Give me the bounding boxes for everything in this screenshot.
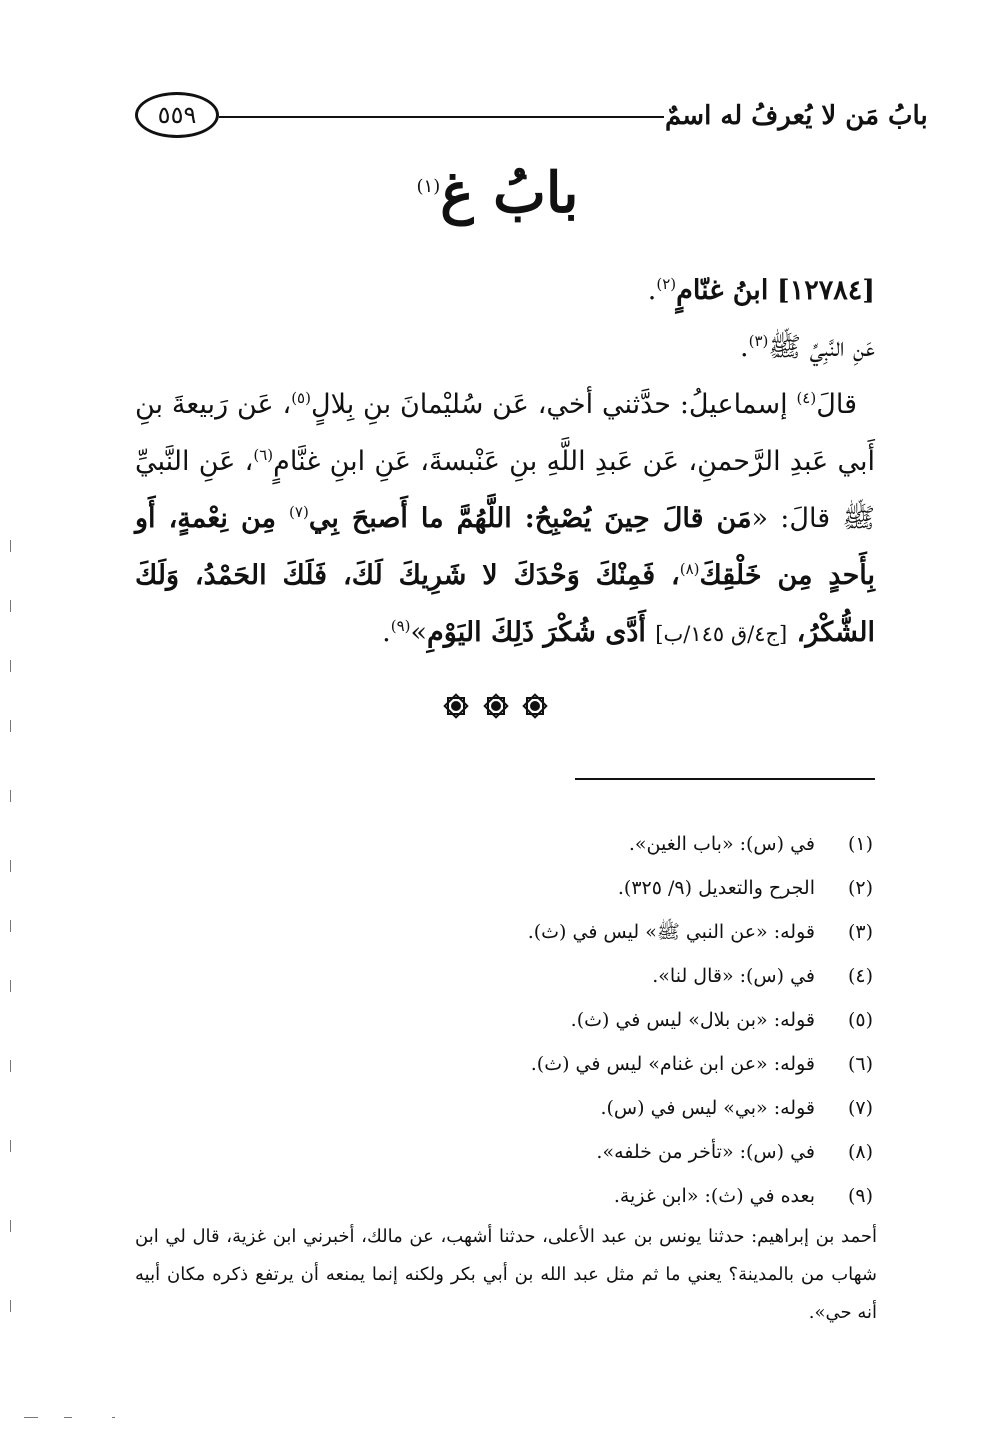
margin-mark [10, 790, 11, 802]
footnote-text: في (س): «باب الغين». [628, 833, 815, 855]
text-isnad-3: ، عَنِ النَّبيِّ ﷺ قالَ: « [135, 446, 875, 534]
footnote-number: (٧) [847, 1097, 873, 1119]
footnote-ref-5: (٥) [291, 389, 311, 407]
hadith-paragraph [135, 376, 875, 663]
running-title: بابُ مَن لا يُعرفُ له اسمٌ [665, 101, 928, 131]
hadith-quote-2: مِن نِعْمةٍ، أَو بِأَحدٍ مِن خَلْقِكَ [135, 503, 875, 591]
margin-mark [10, 1220, 11, 1232]
footnote-ref-3: (٣) [748, 332, 769, 350]
footnote-number: (٣) [847, 921, 873, 943]
ornament-flower-icon [442, 692, 470, 720]
text-isnad-1: إسماعيلُ: حدَّثني أخي، عَن سُليْمانَ بنِ بِلالٍ [310, 389, 797, 420]
footnote-text: قوله: «عن ابن غنام» ليس في (ث). [530, 1053, 815, 1075]
footnote-number: (٩) [847, 1185, 873, 1207]
ornament-flower-icon [521, 692, 549, 720]
footnote-item [135, 910, 877, 954]
footnote-text: قوله: «بن بلال» ليس في (ث). [570, 1009, 815, 1031]
margin-mark [10, 920, 11, 932]
bottom-mark [64, 1417, 72, 1418]
hadith-quote-3: ، فَمِنْكَ وَحْدَكَ لا شَرِيكَ لَكَ، فَلَكَ الحَمْدُ، وَلَكَ الشُّكْرُ، [135, 560, 875, 648]
entry-heading-end: . [647, 275, 657, 306]
chapter-footnote-ref: (١) [416, 176, 441, 198]
footnote-ref-2: (٢) [656, 275, 677, 293]
margin-mark [10, 540, 11, 552]
scan-margin-marks [10, 540, 14, 1400]
margin-mark [10, 660, 11, 672]
bottom-mark [112, 1417, 115, 1418]
chain-end: . [740, 332, 749, 363]
margin-mark [10, 600, 11, 612]
running-header [135, 92, 928, 142]
entry-name: ابنُ غنّامٍ [676, 275, 769, 306]
footnote-ref-6: (٦) [253, 446, 274, 464]
main-text [135, 262, 875, 663]
footnote-text: في (س): «تأخر من خلفه». [596, 1141, 815, 1163]
footnote-item [135, 1130, 877, 1174]
footnote-item [135, 822, 877, 866]
footnote-number: (٥) [847, 1009, 873, 1031]
scan-bottom-marks [24, 1417, 144, 1421]
text-qala: قالَ [816, 389, 857, 420]
footnote-continuation: أحمد بن إبراهيم: حدثنا يونس بن عبد الأعلى، حدثنا أشهب، عن مالك، أخبرني ابن غزية، قال لي ابن شهاب من بالمدينة؟ يعني ما ثم مثل عبد الله بن أبي بكر ولكنه إنما يمنعه أن يرتفع ذكره مكان أبيه أنه حي». [135, 1226, 877, 1323]
footnote-item [135, 1086, 877, 1130]
ornament-divider [0, 692, 991, 720]
footnote-ref-4: (٤) [796, 389, 817, 407]
footnote-text: في (س): «قال لنا». [652, 965, 815, 987]
manuscript-reference: [ج٤/ق ١٤٥/ب] [655, 622, 788, 646]
paragraph-end: . [382, 617, 391, 648]
footnote-text: الجرح والتعديل (٩/ ٣٢٥). [617, 877, 815, 899]
chapter-title-text: بابُ غ [440, 160, 579, 226]
chain-line [135, 319, 875, 376]
footnote-number: (١) [847, 833, 873, 855]
footnote-item [135, 998, 877, 1042]
footnote-item [135, 1174, 877, 1218]
footnote-number: (٤) [847, 965, 873, 987]
margin-mark [10, 1140, 11, 1152]
margin-mark [10, 1300, 11, 1312]
chain-prefix: عَنِ النَّبِيِّ ﷺ [768, 332, 875, 363]
margin-mark [10, 860, 11, 872]
footnote-number: (٢) [847, 877, 873, 899]
bottom-mark [24, 1417, 38, 1418]
footnote-text: قوله: «عن النبي ﷺ» ليس في (ث). [527, 921, 815, 943]
chapter-title [0, 160, 991, 227]
quote-close: » [410, 617, 428, 648]
ornament-flower-icon [482, 692, 510, 720]
margin-mark [10, 720, 11, 732]
text-isnad-2: ، عَن رَبيعةَ بنِ أَبي عَبدِ الرَّحمنِ، عَن عَبدِ اللَّهِ بنِ عَنْبسةَ، عَنِ ابنِ غنَّامٍ [135, 389, 875, 477]
hadith-quote-1: مَن قالَ حِينَ يُصْبِحُ: اللَّهُمَّ ما أَصبحَ بِي [308, 503, 752, 534]
footnote-ref-9: (٩) [390, 617, 411, 635]
footnote-separator [575, 778, 875, 780]
footnote-item [135, 954, 877, 998]
entry-number: [١٢٧٨٤] [776, 275, 875, 306]
margin-mark [10, 980, 11, 992]
footnote-text: قوله: «بي» ليس في (س). [600, 1097, 815, 1119]
margin-mark [10, 1060, 11, 1072]
hadith-quote-4: أَدَّى شُكْرَ ذَلِكَ اليَوْمِ [427, 617, 656, 648]
page-number: ٥٥٩ [135, 92, 219, 138]
header-rule [219, 116, 664, 118]
entry-heading [135, 262, 875, 319]
footnote-ref-8: (٨) [679, 560, 700, 578]
footnote-text: بعده في (ث): «ابن غزية. [613, 1185, 815, 1207]
footnote-number: (٨) [847, 1141, 873, 1163]
footnote-item [135, 1042, 877, 1086]
footnote-number: (٦) [847, 1053, 873, 1075]
footnote-item [135, 866, 877, 910]
footnote-ref-7: (٧) [289, 503, 309, 521]
footnotes [135, 822, 877, 1332]
